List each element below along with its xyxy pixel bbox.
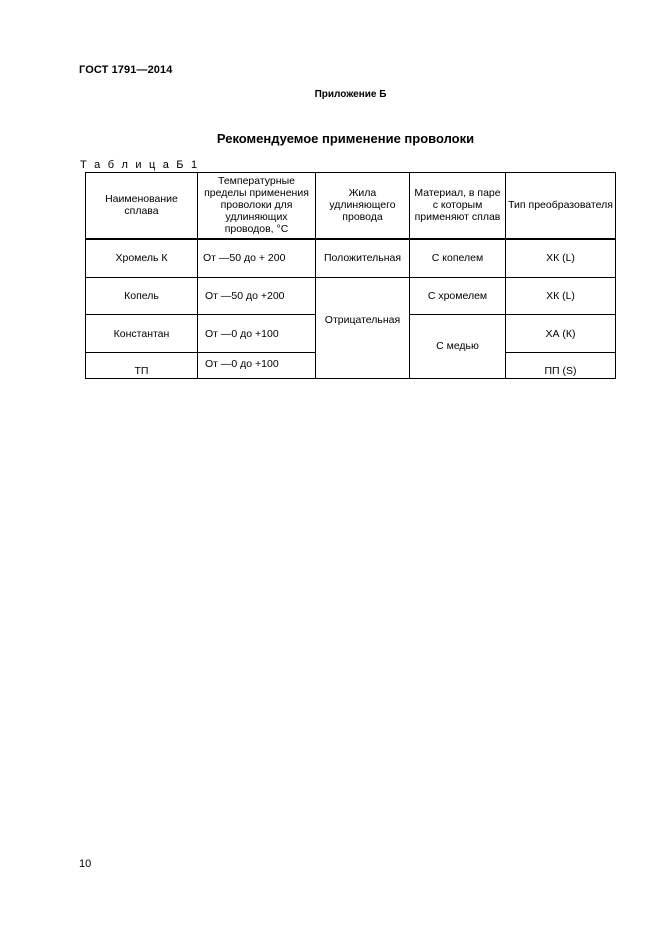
- cell-pair-material: С хромелем: [410, 278, 506, 315]
- col-header-alloy: Наименование сплава: [86, 173, 198, 239]
- cell-conductor: Положительная: [316, 239, 410, 278]
- cell-converter-type: ХК (L): [506, 278, 616, 315]
- cell-alloy: Константан: [86, 315, 198, 353]
- wire-application-table: [85, 172, 616, 379]
- cell-converter-type: ХА (К): [506, 315, 616, 353]
- col-header-pair-material: Материал, в паре с которым применяют сплав: [410, 173, 506, 239]
- cell-temperature: От —0 до +100: [198, 353, 316, 379]
- cell-converter-type: ПП (S): [506, 353, 616, 379]
- cell-conductor-negative: Отрицательная: [316, 278, 410, 379]
- cell-temperature: От —50 до +200: [198, 278, 316, 315]
- cell-pair-material: С копелем: [410, 239, 506, 278]
- col-header-temperature: Температурные пределы применения проволоки для удлиняющих проводов, °С: [198, 173, 316, 239]
- page-title: Рекомендуемое применение проволоки: [216, 131, 475, 146]
- cell-pair-material-copper: С медью: [410, 315, 506, 379]
- col-header-converter-type: Тип преобразователя: [506, 173, 616, 239]
- table-caption: Т а б л и ц а Б 1: [80, 159, 200, 171]
- cell-converter-type: ХК (L): [506, 239, 616, 278]
- table-header-row: [86, 173, 616, 239]
- cell-temperature: От —0 до +100: [198, 315, 316, 353]
- appendix-label: Приложение Б: [314, 89, 387, 100]
- table-row: [86, 239, 616, 278]
- cell-temperature: От —50 до + 200: [198, 239, 316, 278]
- cell-alloy: Копель: [86, 278, 198, 315]
- document-id: ГОСТ 1791—2014: [79, 64, 173, 76]
- cell-alloy: ТП: [86, 353, 198, 379]
- cell-alloy: Хромель К: [86, 239, 198, 278]
- table-row: [86, 278, 616, 315]
- page-number: 10: [79, 858, 92, 870]
- col-header-conductor: Жила удлиняющего провода: [316, 173, 410, 239]
